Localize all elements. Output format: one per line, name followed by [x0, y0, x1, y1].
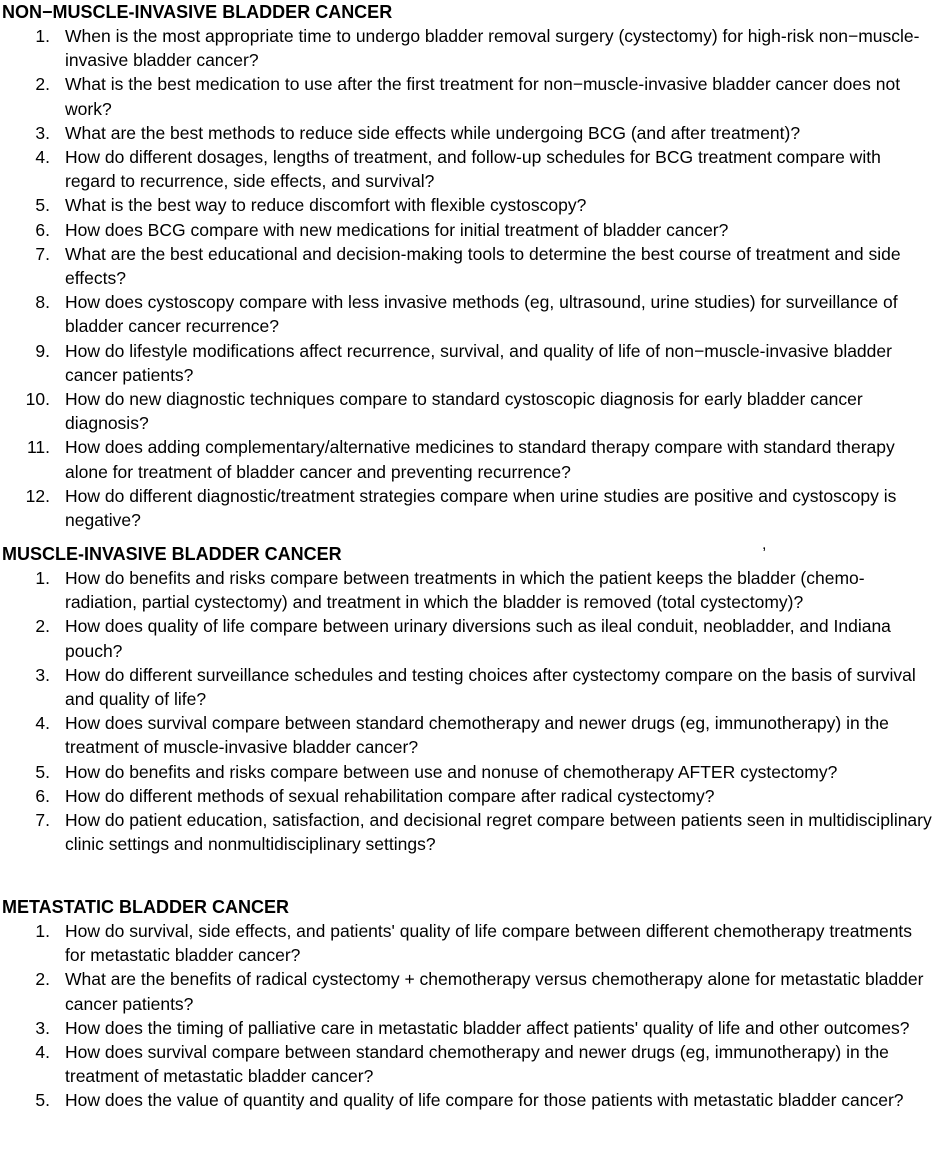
list-item: 9. How do lifestyle modifications affect recurrence, survival, and quality of life of non−muscle-invasive bladder cancer patients? — [35, 340, 892, 385]
list-item: 6. How does BCG compare with new medications for initial treatment of bladder cancer? — [35, 219, 729, 240]
list-item: 4. How does survival compare between standard chemotherapy and newer drugs (eg, immunotherapy) in the treatment of metastatic bladder cancer? — [35, 1042, 889, 1087]
list-item: 12. How do different diagnostic/treatment strategies compare when urine studies are positive and cystoscopy is negative? — [25, 485, 897, 531]
section-metastatic — [0, 895, 937, 1113]
list-item: 4. How do different dosages, lengths of treatment, and follow-up schedules for BCG treatment compare with regard to recurrence, side effects, and survival? — [35, 147, 881, 192]
question-list — [0, 566, 937, 856]
list-item: 5. What is the best way to reduce discomfort with flexible cystoscopy? — [35, 195, 587, 216]
list-item: 5. How do benefits and risks compare between use and nonuse of chemotherapy AFTER cystectomy? — [35, 761, 838, 782]
question-list — [0, 919, 937, 1113]
section-title: NON−MUSCLE-INVASIVE BLADDER CANCER — [2, 2, 393, 22]
list-item: 10. How do new diagnostic techniques compare to standard cystoscopic diagnosis for early bladder cancer diagnosis? — [25, 389, 863, 434]
section-title: METASTATIC BLADDER CANCER — [2, 897, 289, 917]
section-muscle-invasive — [0, 542, 937, 856]
list-item: 3. How does the timing of palliative care in metastatic bladder affect patients' quality of life and other outcomes? — [35, 1017, 910, 1038]
question-list — [0, 24, 937, 532]
list-item: 3. What are the best methods to reduce side effects while undergoing BCG (and after treatment)? — [35, 122, 801, 143]
list-item: 8. How does cystoscopy compare with less invasive methods (eg, ultrasound, urine studies) for surveillance of bladder cancer recurrence? — [35, 292, 898, 337]
list-item: 2. What is the best medication to use after the first treatment for non−muscle-invasive bladder cancer does not work? — [35, 74, 901, 119]
list-item: 1. How do benefits and risks compare between treatments in which the patient keeps the bladder (chemo-radiation, partial cystectomy) and treatment in which the bladder is removed (total cystectomy)? — [35, 568, 865, 613]
list-item: 3. How do different surveillance schedules and testing choices after cystectomy compare on the basis of survival and quality of life? — [35, 664, 916, 710]
list-item: 1. How do survival, side effects, and patients' quality of life compare between different chemotherapy treatments for metastatic bladder cancer? — [35, 921, 913, 966]
list-item: 6. How do different methods of sexual rehabilitation compare after radical cystectomy? — [35, 785, 715, 806]
list-item: 2. How does quality of life compare between urinary diversions such as ileal conduit, neobladder, and Indiana pouch? — [35, 616, 891, 661]
list-item: 4. How does survival compare between standard chemotherapy and newer drugs (eg, immunotherapy) in the treatment of muscle-invasive bladder cancer? — [35, 713, 889, 758]
section-title: MUSCLE-INVASIVE BLADDER CANCER — [2, 544, 342, 564]
section-non-muscle-invasive — [0, 0, 937, 532]
stray-comma-mark: , — [762, 536, 767, 553]
list-item: 7. What are the best educational and decision-making tools to determine the best course of treatment and side effects? — [35, 243, 901, 289]
list-item: 2. What are the benefits of radical cystectomy + chemotherapy versus chemotherapy alone for metastatic bladder cancer patients? — [35, 969, 924, 1014]
list-item: 7. How do patient education, satisfaction, and decisional regret compare between patients seen in multidisciplinary clinic settings and nonmultidisciplinary settings? — [35, 810, 932, 855]
list-item: 11. How does adding complementary/alternative medicines to standard therapy compare with standard therapy alone for treatment of bladder cancer and preventing recurrence? — [26, 437, 895, 482]
list-item: 1. When is the most appropriate time to undergo bladder removal surgery (cystectomy) for high-risk non−muscle-invasive bladder cancer? — [35, 26, 920, 71]
list-item: 5. How does the value of quantity and quality of life compare for those patients with metastatic bladder cancer? — [35, 1090, 904, 1111]
